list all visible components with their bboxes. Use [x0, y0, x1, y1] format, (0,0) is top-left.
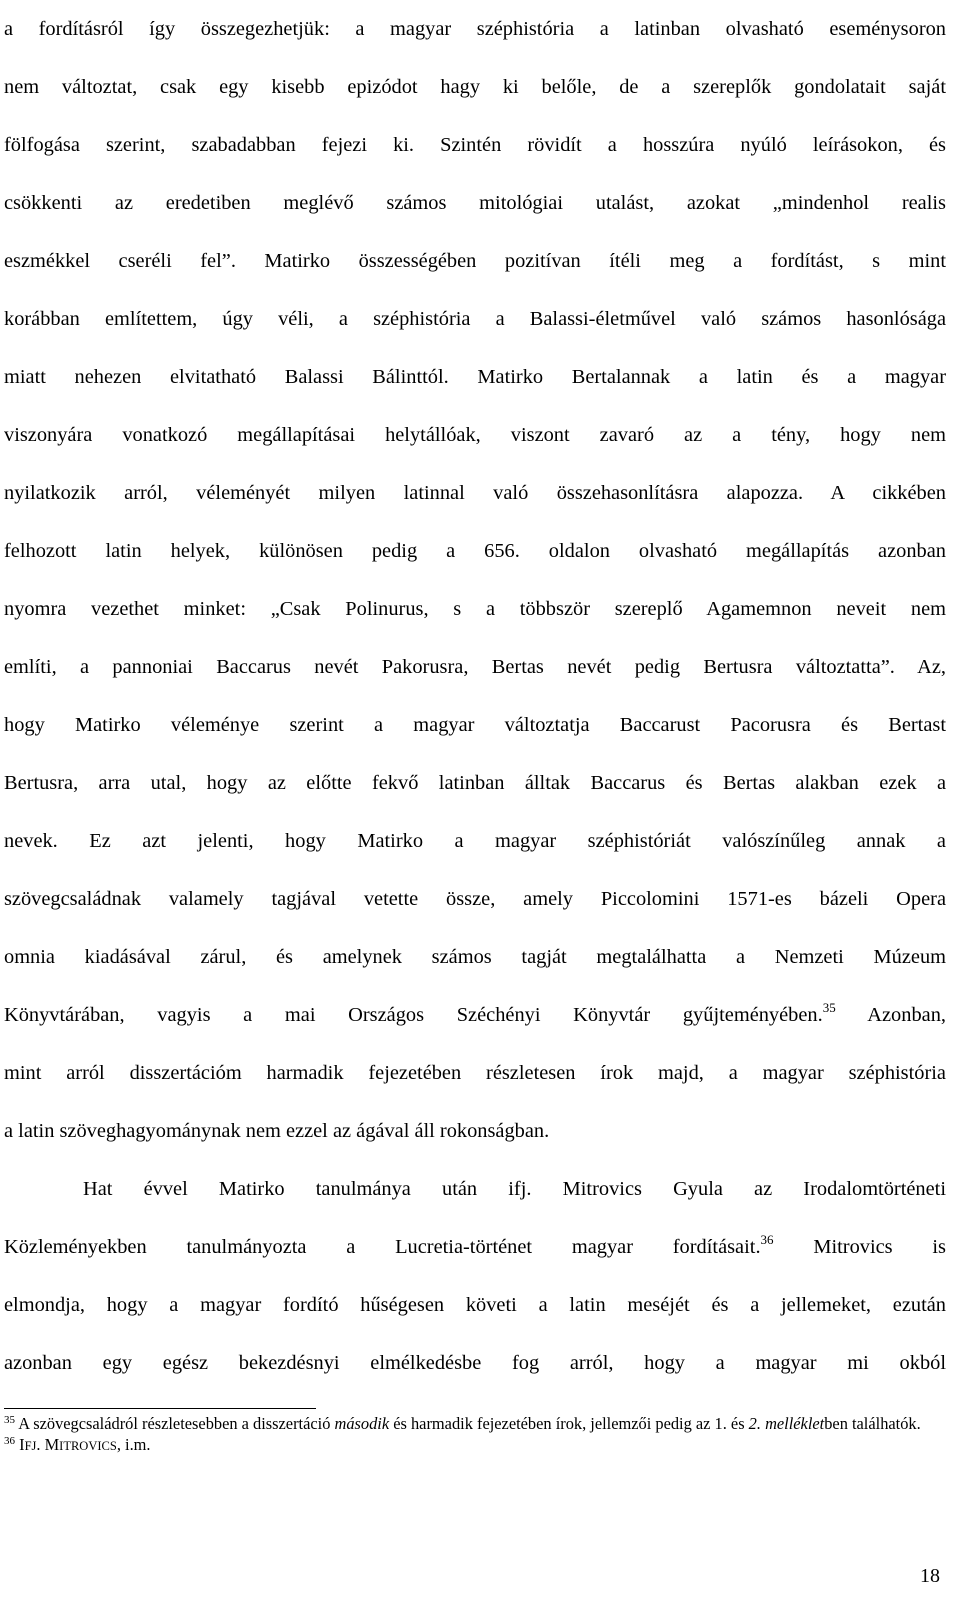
footnotes [4, 1413, 946, 1457]
footnote-number: 36 [4, 1435, 15, 1447]
footnote-emphasis: második [334, 1414, 390, 1433]
text-line: nem változtat, csak egy kisebb epizódot hagy ki belőle, de a szereplők gondolatait saját [4, 76, 946, 98]
footnote-36 [4, 1434, 946, 1457]
text-line [4, 1218, 946, 1276]
text-line: fölfogása szerint, szabadabban fejezi ki. Szintén rövidít a hosszúra nyúló leírásokon, és [4, 134, 946, 156]
footnote-reference-36[interactable]: 36 [760, 1232, 774, 1247]
footnote-reference-35[interactable]: 35 [822, 1000, 836, 1015]
text-line: szövegcsaládnak valamely tagjával vetette össze, amely Piccolomini 1571-es bázeli Opera [4, 888, 946, 910]
text-line: hogy Matirko véleménye szerint a magyar változtatja Baccarust Pacorusra és Bertast [4, 714, 946, 736]
text-segment: Azonban, [835, 1004, 946, 1026]
footnote-number: 35 [4, 1414, 15, 1426]
text-line: említi, a pannoniai Baccarus nevét Pakorusra, Bertas nevét pedig Bertusra változtatta”. Az, [4, 656, 946, 678]
text-line: elmondja, hogy a magyar fordító hűségesen követi a latin meséjét és a jellemeket, ezután [4, 1294, 946, 1316]
text-segment: Könyvtárában, vagyis a mai Országos Széchényi Könyvtár gyűjteményében. [4, 1004, 823, 1026]
small-caps-rest: ITROVICS [59, 1439, 117, 1453]
footnote-separator [4, 1408, 316, 1409]
small-caps-initial: M [44, 1435, 60, 1454]
text-line: felhozott latin helyek, különösen pedig a 656. oldalon olvasható megállapítás azonban [4, 540, 946, 562]
text-line: viszonyára vonatkozó megállapításai helytállóak, viszont zavaró az a tény, hogy nem [4, 424, 946, 446]
body-text [4, 0, 946, 1392]
text-line: korábban említettem, úgy véli, a széphistória a Balassi-életművel való számos hasonlósága [4, 308, 946, 330]
text-line: csökkenti az eredetiben meglévő számos mitológiai utalást, azokat „mindenhol realis [4, 192, 946, 214]
footnote-text: . [36, 1435, 45, 1454]
text-line: miatt nehezen elvitatható Balassi Bálinttól. Matirko Bertalannak a latin és a magyar [4, 366, 946, 388]
text-line: Bertusra, arra utal, hogy az előtte fekvő latinban álltak Baccarus és Bertas alakban ezek a [4, 772, 946, 794]
footnote-text: és harmadik fejezetében írok, jellemzői pedig az 1. és [389, 1414, 749, 1433]
text-line [4, 986, 946, 1044]
text-line: eszmékkel cseréli fel”. Matirko összességében pozitívan ítéli meg a fordítást, s mint [4, 250, 946, 272]
footnote-35 [4, 1413, 946, 1434]
text-line: nyomra vezethet minket: „Csak Polinurus, s a többször szereplő Agamemnon neveit nem [4, 598, 946, 620]
text-line: mint arról disszertációm harmadik fejezetében részletesen írok majd, a magyar széphistória [4, 1062, 946, 1084]
small-caps-rest: FJ [24, 1439, 37, 1453]
text-line: a fordításról így összegezhetjük: a magyar széphistória a latinban olvasható eseménysoron [4, 18, 946, 40]
text-line: nyilatkozik arról, véleményét milyen latinnal való összehasonlításra alapozza. A cikkében [4, 482, 946, 504]
footnote-emphasis: 2. melléklet [748, 1414, 825, 1433]
footnote-text: A szövegcsaládról részletesebben a disszertáció [15, 1414, 335, 1433]
footnote-text: , i.m. [116, 1435, 151, 1454]
text-segment: Mitrovics is [773, 1236, 946, 1258]
text-line: nevek. Ez azt jelenti, hogy Matirko a magyar széphistóriát valószínűleg annak a [4, 830, 946, 852]
text-segment: Közleményekben tanulmányozta a Lucretia-történet magyar fordításait. [4, 1236, 761, 1258]
small-caps-initial: I [15, 1435, 25, 1454]
text-line: omnia kiadásával zárul, és amelynek számos tagját megtalálhatta a Nemzeti Múzeum [4, 946, 946, 968]
page-number: 18 [920, 1565, 940, 1587]
text-line: azonban egy egész bekezdésnyi elmélkedésbe fog arról, hogy a magyar mi okból [4, 1352, 946, 1374]
footnote-text: ben találhatók. [824, 1414, 921, 1433]
text-line: Hat évvel Matirko tanulmánya után ifj. Mitrovics Gyula az Irodalomtörténeti [83, 1178, 946, 1200]
text-line: a latin szöveghagyománynak nem ezzel az ágával áll rokonságban. [4, 1120, 550, 1142]
